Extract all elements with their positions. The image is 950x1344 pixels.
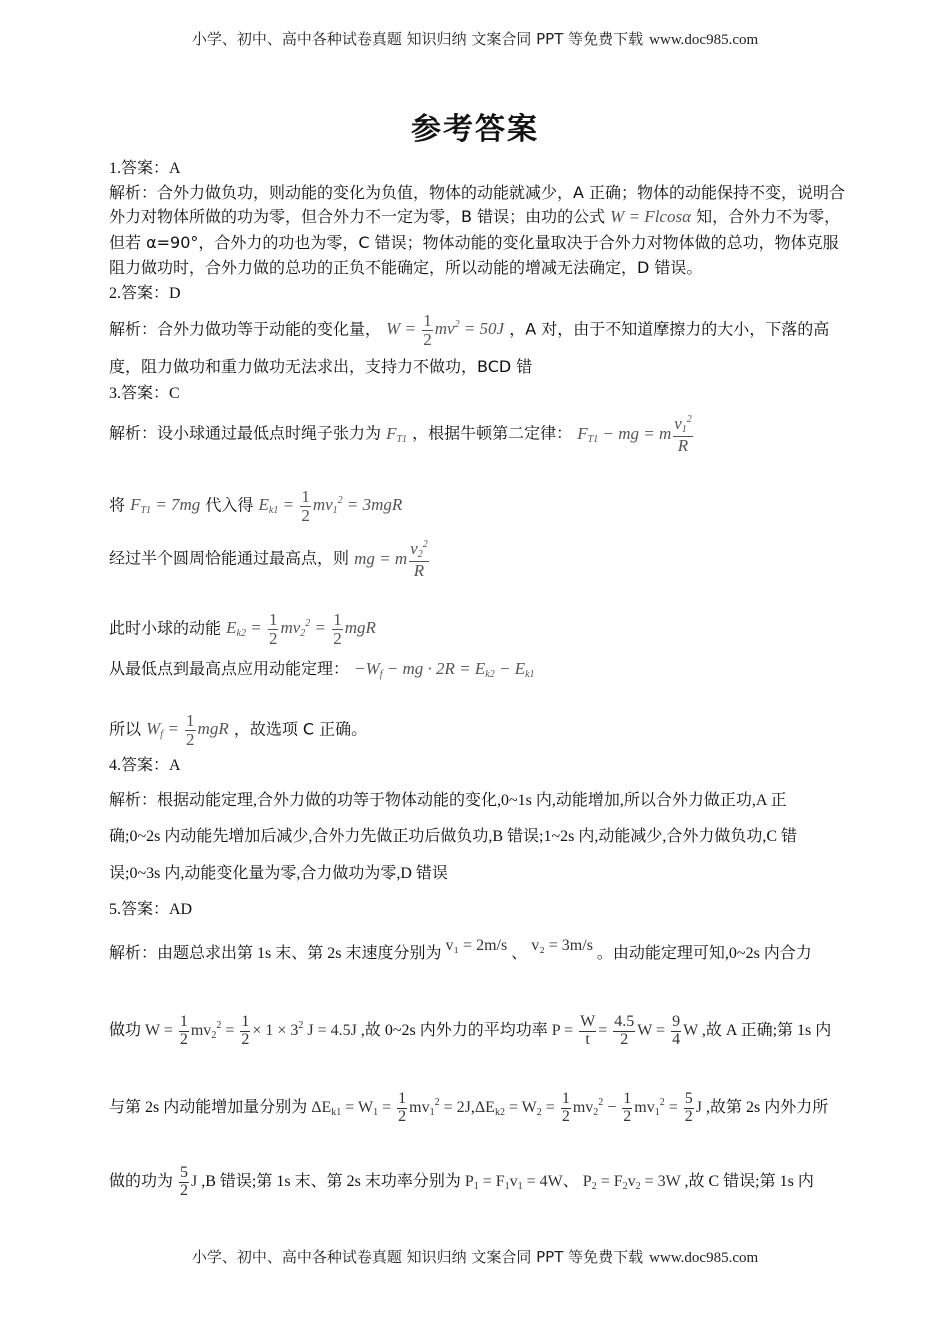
- q3-line-3: 经过半个圆周恰能通过最高点，则 mg = m $\frac{v_2^2}{R}$: [109, 540, 844, 579]
- v1-formula: v₁ = 2m/s: [445, 937, 508, 954]
- ek2-formula: $E_{k2}$ = $\frac{1}{2}$ $mv_2^2$ = $\frac{1}{2}$ mgR: [226, 610, 376, 648]
- q3-line-4: 此时小球的动能 $E_{k2}$ = $\frac{1}{2}$ $mv_2^2$ = $\frac{1}{2}$ mgR: [109, 610, 376, 648]
- wf-formula: $W_f$ = $\frac{1}{2}$ mgR: [146, 711, 229, 749]
- q3-line-6: 所以 $W_f$ = $\frac{1}{2}$ mgR ，故选项 C 正确。: [109, 711, 368, 749]
- q5-line-3: 与第 2s 内动能增加量分别为 $\Delta E_{k1} = W_1$ = $\frac{1}{2}$ $mv_1^2 = 2J,\Delta E_{k2} = W_2$ = $\frac{1}{2}$ $mv_2^2$ − $\frac{1}{2}$ $mv_1^2$ = $\frac{5}{2}$ J ,故第 2s 内外力所: [109, 1090, 829, 1125]
- p1-formula: $P_1 = F_1v_1 = 4W$: [464, 1172, 563, 1192]
- q3-line-1: 解析：设小球通过最低点时绳子张力为 $F_{T1}$ ，根据牛顿第二定律： $F_{T1}$ − mg = m $\frac{v_1^2}{R}$: [109, 415, 844, 454]
- q3-answer: 3.答案：C: [109, 385, 180, 402]
- tension-value: $F_{T1} = 7mg$: [130, 495, 201, 517]
- ek1-formula: $E_{k1}$ = $\frac{1}{2}$ $mv_1^2 = 3mgR$: [258, 487, 403, 525]
- energy-theorem-formula: $-W_f$ − mg · $2R = E_{k2} - E_{k1}$: [354, 659, 535, 680]
- top-point-formula: mg = m $\frac{v_2^2}{R}$: [354, 539, 428, 580]
- q4-answer: 4.答案：A: [109, 757, 181, 774]
- q2-answer: 2.答案：D: [109, 285, 181, 302]
- q1-line-3: 但若 α=90°，合外力的功也为零，C 错误；物体动能的变化量取决于合外力对物体做的总功，物体克服: [109, 233, 839, 252]
- page-title: 参考答案: [411, 112, 539, 147]
- q5-line-4: 做的功为 $\frac{5}{2}$ J ,B 错误;第 1s 末、第 2s 末功率分别为 $P_1 = F_1v_1 = 4W$、 $P_2 = F_2v_2 = 3W$ ,故 C 错误;第 1s 内: [109, 1164, 814, 1199]
- header-url[interactable]: www.doc985.com: [649, 32, 759, 48]
- q2-line-1: 解析：合外力做功等于动能的变化量， W = $\frac{1}{2}$ $mv^2 = 50J$ ，A 对，由于不知道摩擦力的大小，下落的高: [109, 311, 830, 349]
- q1-answer: 1.答案：A: [109, 160, 181, 177]
- w2-formula: $\frac{5}{2}$ J: [180, 1164, 198, 1199]
- newton-formula: $F_{T1}$ − mg = m $\frac{v_1^2}{R}$: [577, 414, 692, 455]
- q5-line-1: 解析：由题总求出第 1s 末、第 2s 末速度分别为 v₁ = 2m/s 、 v₂ = 3m/s 。由动能定理可知,0~2s 内合力: [109, 937, 812, 962]
- q3-line-5: 从最低点到最高点应用动能定理： $-W_f$ − mg · $2R = E_{k2} - E_{k1}$: [109, 659, 535, 680]
- delta-ek1-formula: $\Delta E_{k1} = W_1$ = $\frac{1}{2}$ $mv_1^2 = 2J$: [311, 1090, 471, 1125]
- page-header: [0, 28, 950, 49]
- q4-line-1: 解析：根据动能定理,合外力做的功等于物体动能的变化,0~1s 内,动能增加,所以合外力做正功,A 正: [109, 792, 787, 809]
- q4-line-3: 误;0~3s 内,动能变化量为零,合力做功为零,D 错误: [109, 865, 448, 882]
- q5-answer: 5.答案：AD: [109, 901, 193, 918]
- v2-formula: v₂ = 3m/s: [531, 937, 593, 954]
- q2-formula: W = $\frac{1}{2}$ $mv^2 = 50J$: [386, 311, 505, 349]
- p2-formula: $P_2 = F_2v_2 = 3W$: [582, 1172, 681, 1192]
- q1-line-1: 解析：合外力做负功，则动能的变化为负值，物体的动能就减少，A 正确；物体的动能保持不变，说明合: [109, 183, 846, 202]
- work-formula: W = Flcosα: [610, 207, 691, 226]
- page-footer: [0, 1246, 950, 1267]
- footer-url[interactable]: www.doc985.com: [649, 1250, 759, 1266]
- q5-work-formula: W = $\frac{1}{2}$ $mv_2^2$ = $\frac{1}{2}$ × $1 \times 3^2$ J = 4.5J: [145, 1013, 357, 1048]
- delta-ek2-formula: $\Delta E_{k2} = W_2$ = $\frac{1}{2}$ $mv_2^2$ − $\frac{1}{2}$ $mv_1^2$ = $\frac{5}{2}$ J: [474, 1090, 703, 1125]
- footer-text: 小学、初中、高中各种试卷真题 知识归纳 文案合同 PPT 等免费下载: [191, 1248, 644, 1266]
- header-text: 小学、初中、高中各种试卷真题 知识归纳 文案合同 PPT 等免费下载: [191, 30, 644, 48]
- q1-line-2: 外力对物体所做的功为零，但合外力不一定为零，B 错误；由功的公式 W = Flcosα 知，合外力不为零，: [109, 207, 841, 226]
- q4-line-2: 确;0~2s 内动能先增加后减少,合外力先做正功后做负功,B 错误;1~2s 内,动能减少,合外力做负功,C 错: [109, 828, 798, 845]
- q1-line-4: 阻力做功时，合外力做的总功的正负不能确定，所以动能的增减无法确定，D 错误。: [109, 258, 703, 277]
- q5-line-2: 做功 W = $\frac{1}{2}$ $mv_2^2$ = $\frac{1}{2}$ × $1 \times 3^2$ J = 4.5J ,故 0~2s 内外力的平均功率 P = $\frac{W}{t}$ = $\frac{4.5}{2}$ W = $\frac{9}{4}$ W ,故 A 正确;第 1s 内: [109, 1013, 832, 1048]
- tension-symbol: $F_{T1}$: [386, 423, 408, 445]
- q3-line-2: 将 $F_{T1} = 7mg$ 代入得 $E_{k1}$ = $\frac{1}{2}$ $mv_1^2 = 3mgR$: [109, 487, 403, 525]
- avg-power-formula: P = $\frac{W}{t}$ = $\frac{4.5}{2}$ W = $\frac{9}{4}$ W: [551, 1013, 698, 1048]
- q2-line-2: 度，阻力做功和重力做功无法求出，支持力不做功，BCD 错: [109, 357, 533, 376]
